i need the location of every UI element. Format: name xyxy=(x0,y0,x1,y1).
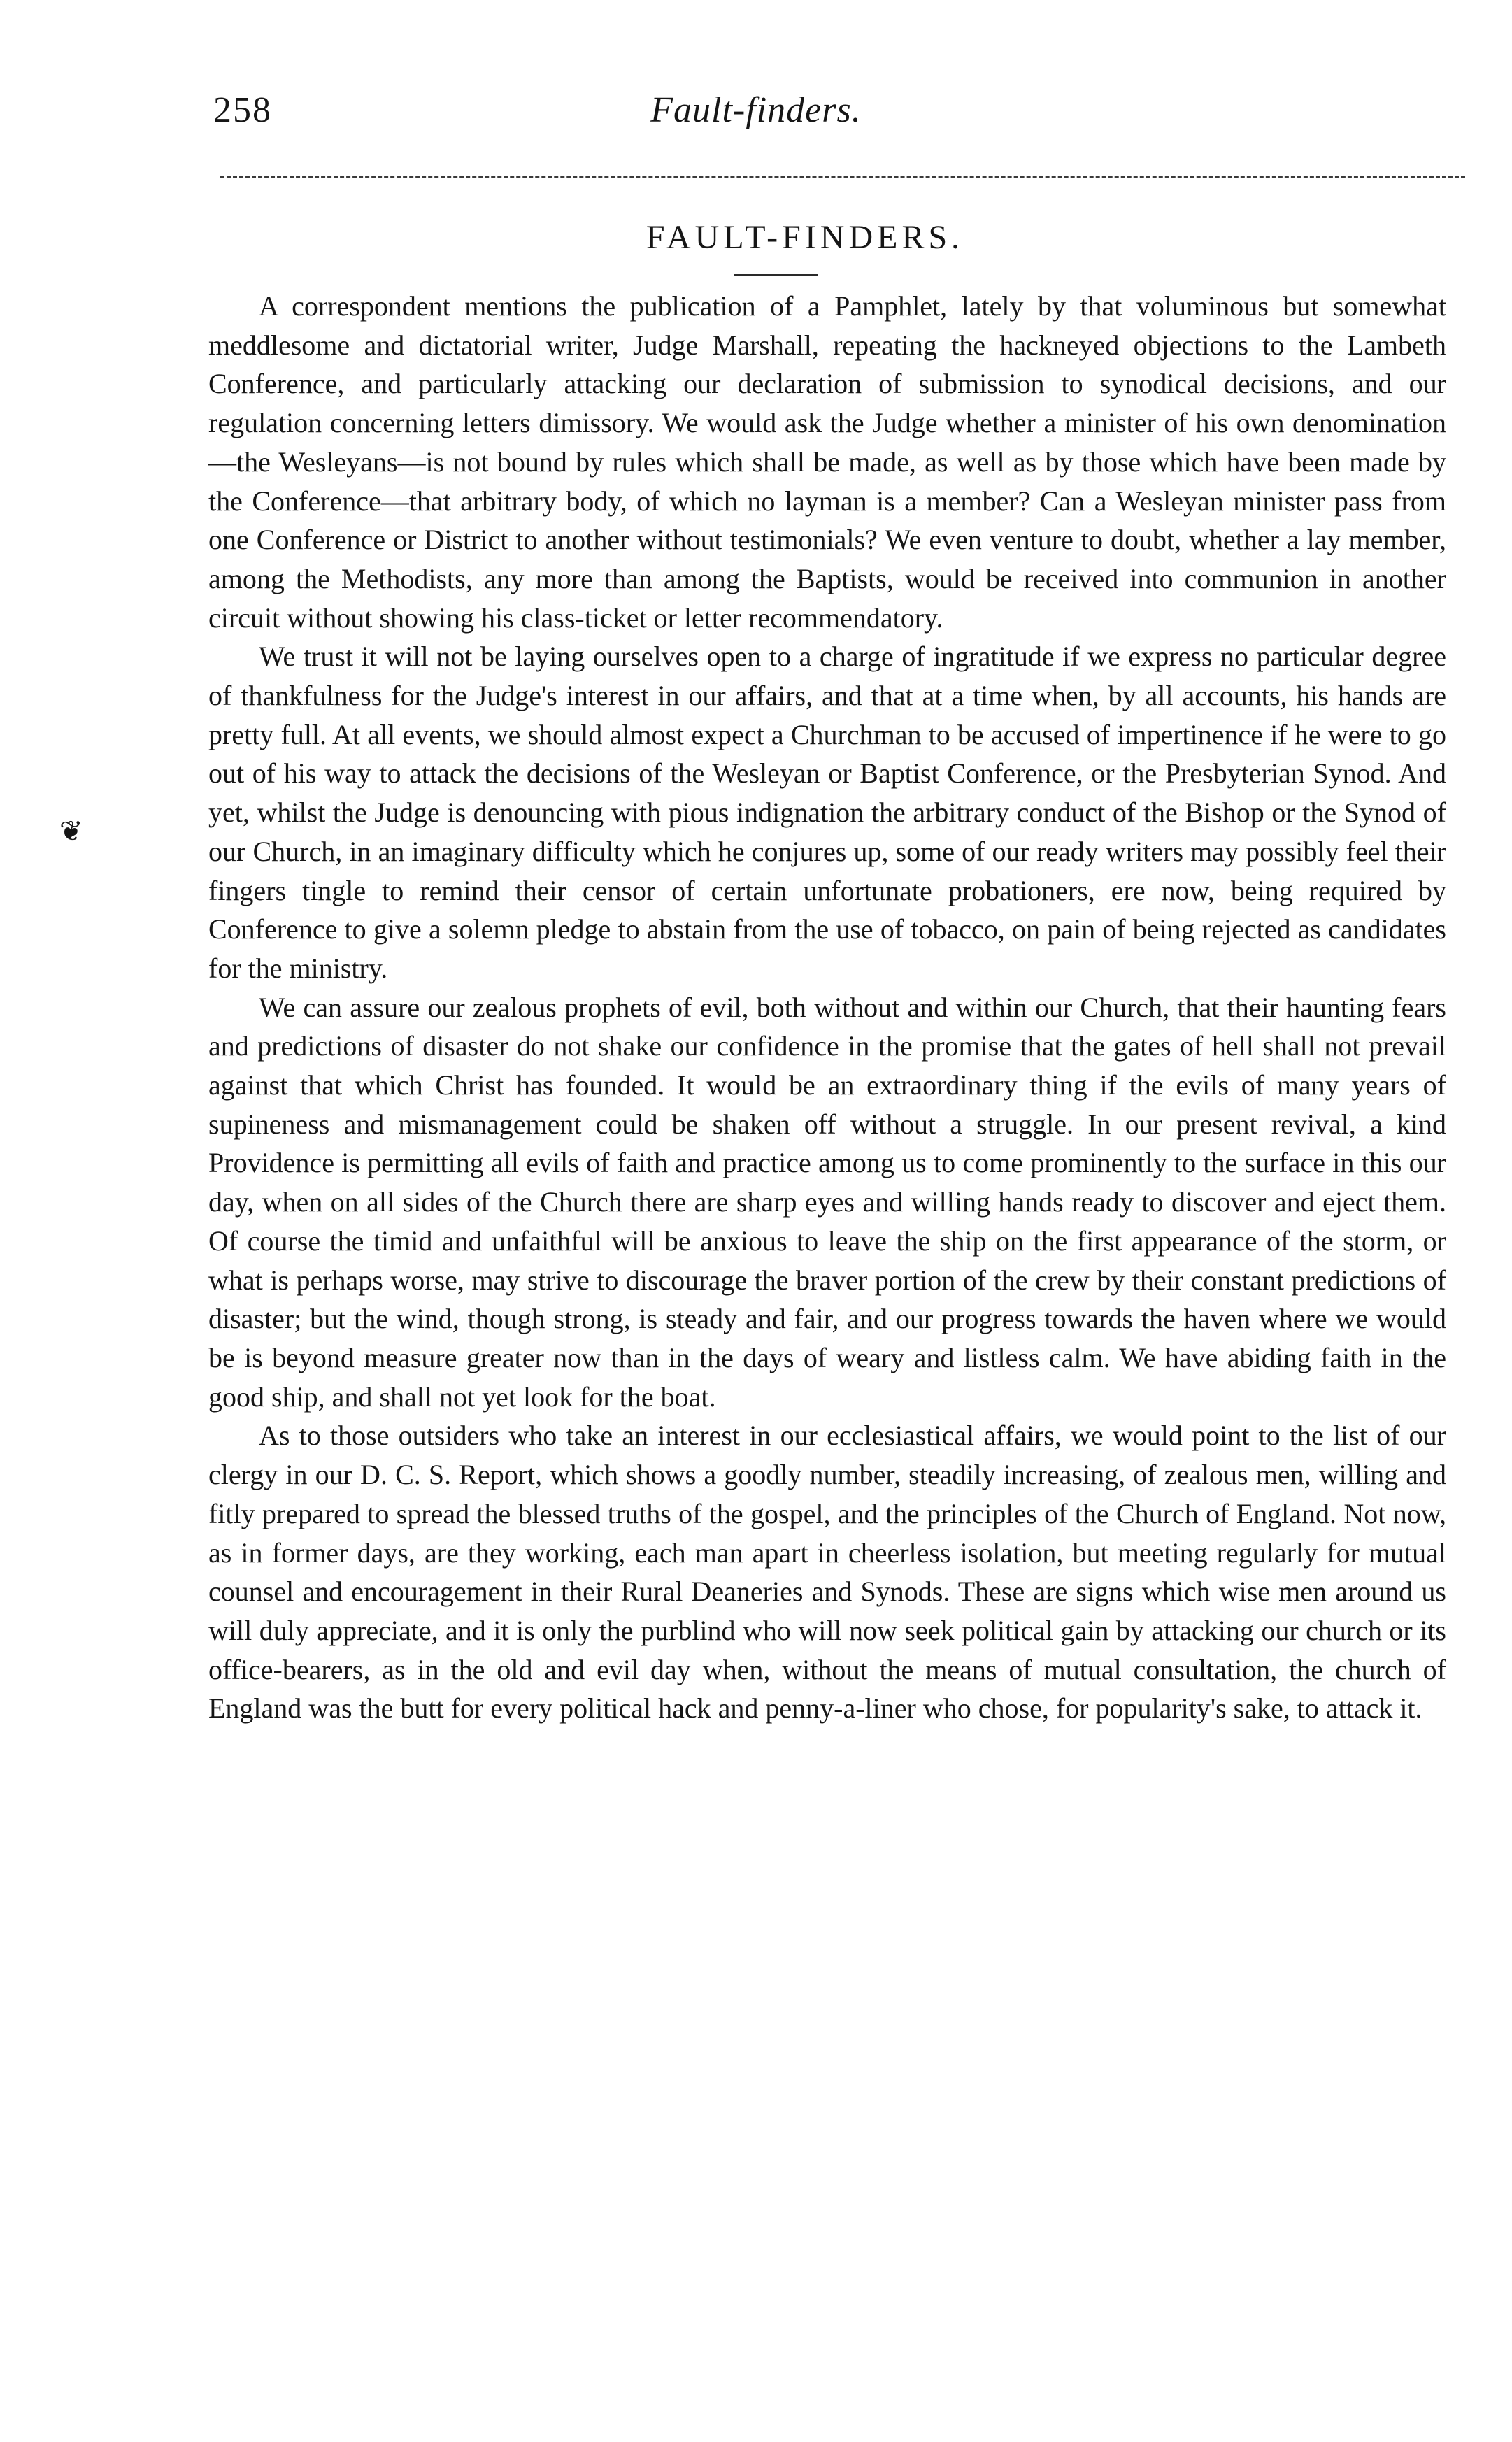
page-number: 258 xyxy=(213,90,272,130)
article-title: FAULT-FINDERS. xyxy=(646,219,964,256)
header-rule xyxy=(220,176,1465,178)
paragraph-3: We can assure our zealous prophets of evil, both without and within our Church, that their haunting fears and predictions of disaster do not shake our confidence in the promise that the gates of hell shall not prevail against that which Christ has founded. It would be an extraordinary thing if the evils of many years of supineness and mismanagement could be shaken off without a struggle. In our present revival, a kind Providence is permitting all evils of faith and practice among us to come prominently to the surface in this our day, when on all sides of the Church there are sharp eyes and willing hands ready to discover and eject them. Of course the timid and unfaithful will be anxious to leave the ship on the first appearance of the storm, or what is perhaps worse, may strive to discourage the braver portion of the crew by their constant predictions of disaster; but the wind, though strong, is steady and fair, and our progress towards the haven where we would be is beyond measure greater now than in the days of weary and listless calm. We have abiding faith in the good ship, and shall not yet look for the boat. xyxy=(208,991,1446,1413)
paragraph-1: A correspondent mentions the publication of a Pamphlet, lately by that voluminous but somewhat meddlesome and dictatorial writer, Judge Marshall, repeating the hackneyed objections to the Lambeth Conference, and particularly attacking our declaration of submission to synodical decisions, and our regulation concerning letters dimissory. We would ask the Judge whether a minister of his own denomination—the Wesleyans—is not bound by rules which shall be made, as well as by those which have been made by the Conference—that arbitrary body, of which no layman is a member? Can a Wesleyan minister pass from one Conference or District to another without testimonials? We even venture to doubt, whether a lay member, among the Methodists, any more than among the Baptists, would be received into communion in another circuit without showing his class-ticket or letter recommendatory. xyxy=(208,290,1446,634)
article-body xyxy=(208,287,1446,1728)
margin-ink-mark: ❦ xyxy=(59,815,83,847)
paragraph-4: As to those outsiders who take an interest in our ecclesiastical affairs, we would point to the list of our clergy in our D. C. S. Report, which shows a goodly number, steadily increasing, of zealous men, willing and fitly prepared to spread the blessed truths of the gospel, and the principles of the Church of England. Not now, as in former days, are they working, each man apart in cheerless isolation, but meeting regularly for mutual counsel and encouragement in their Rural Deaneries and Synods. These are signs which wise men around us will duly appreciate, and it is only the purblind who will now seek political gain by attacking our church or its office-bearers, as in the old and evil day when, without the means of mutual consultation, the church of England was the butt for every political hack and penny-a-liner who chose, for popularity's sake, to attack it. xyxy=(208,1420,1446,1725)
running-title: Fault-finders. xyxy=(650,90,862,130)
title-rule xyxy=(734,274,818,276)
paragraph-2: We trust it will not be laying ourselves open to a charge of ingratitude if we express no particular degree of thankfulness for the Judge's interest in our affairs, and that at a time when, by all accounts, his hands are pretty full. At all events, we should almost expect a Churchman to be accused of impertinence if he were to go out of his way to attack the decisions of the Wesleyan or Baptist Conference, or the Presbyterian Synod. And yet, whilst the Judge is denouncing with pious indignation the arbitrary conduct of the Bishop or the Synod of our Church, in an imaginary difficulty which he conjures up, some of our ready writers may possibly feel their fingers tingle to remind their censor of certain unfortunate probationers, ere now, being required by Conference to give a solemn pledge to abstain from the use of tobacco, on pain of being rejected as candidates for the ministry. xyxy=(208,641,1446,984)
